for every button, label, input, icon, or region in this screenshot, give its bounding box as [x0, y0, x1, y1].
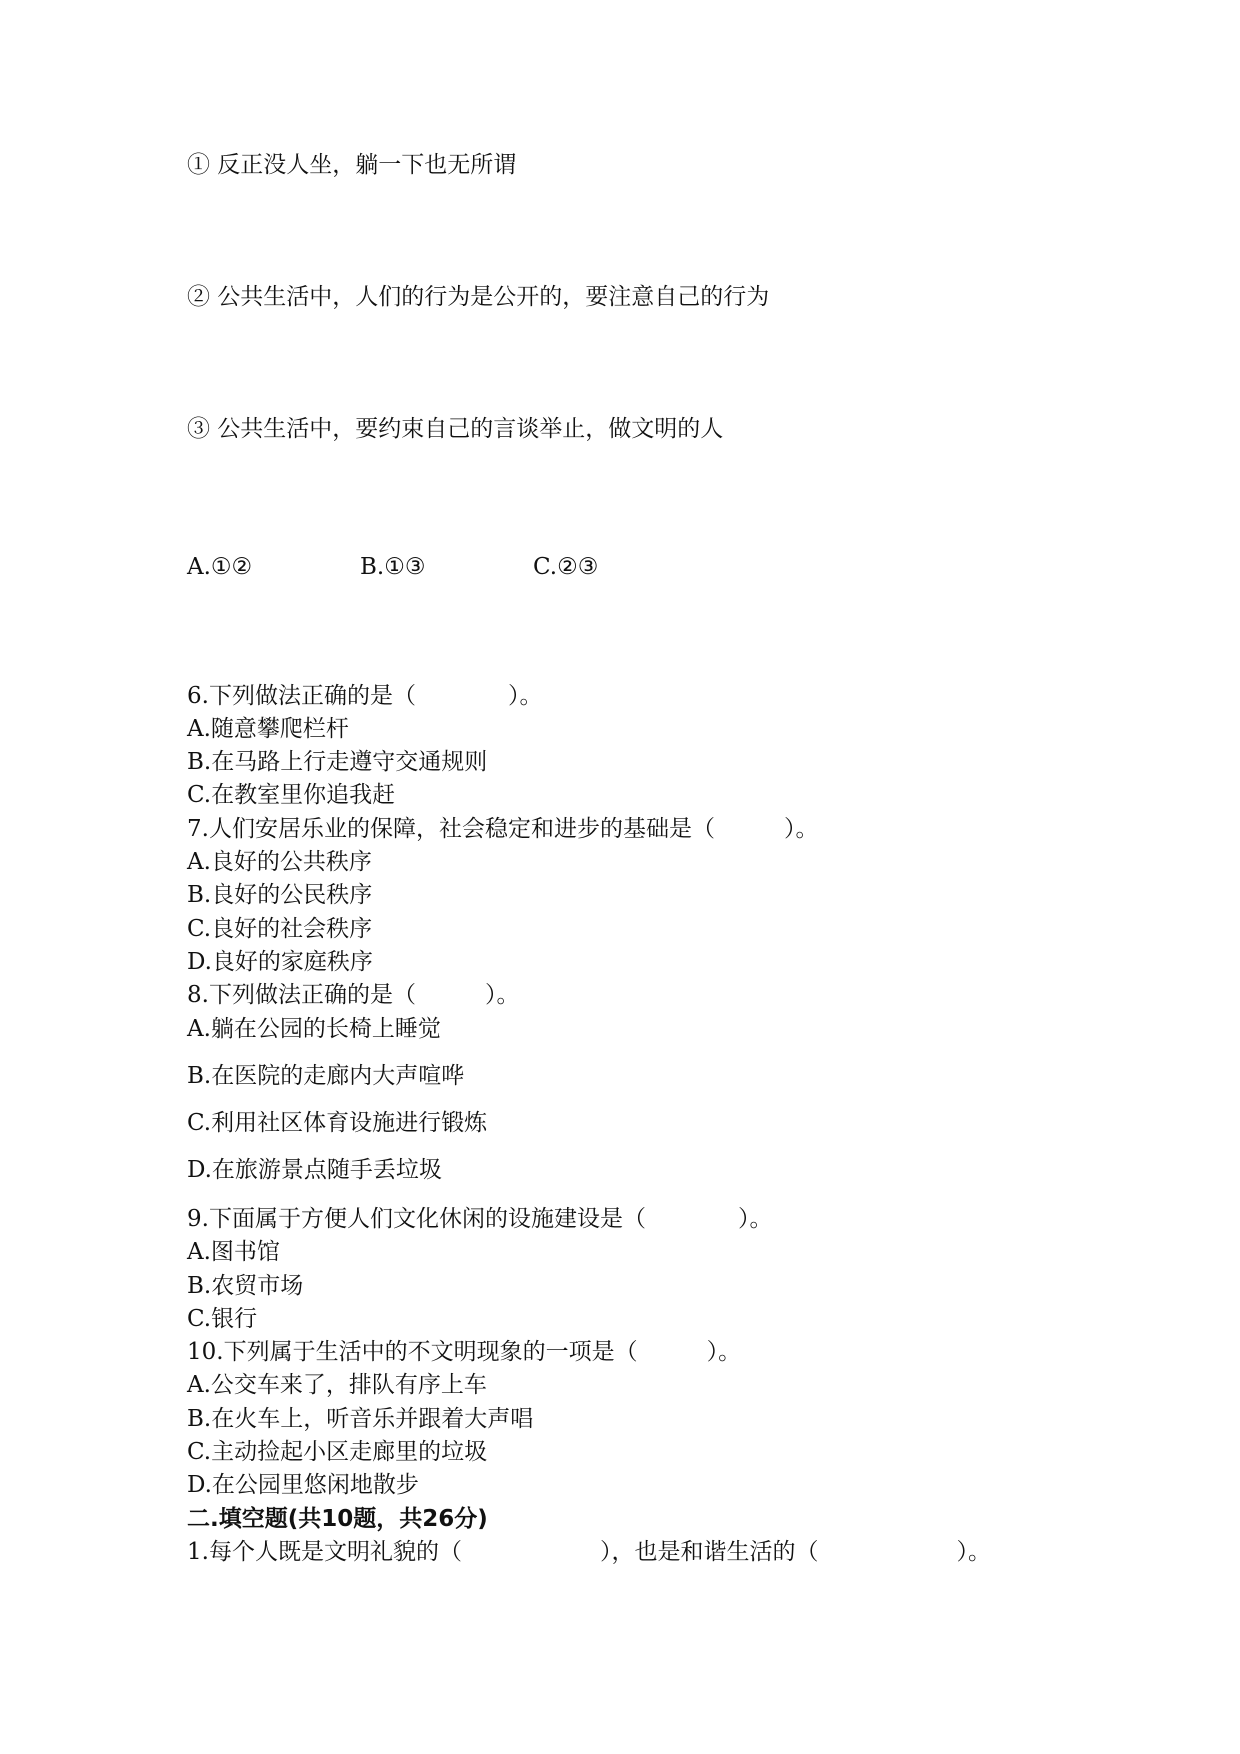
- section-2-q1: 1.每个人既是文明礼貌的（ ），也是和谐生活的（ ）。: [187, 1539, 991, 1565]
- q8-option-a: A.躺在公园的长椅上睡觉: [187, 1016, 441, 1042]
- q7-option-d: D.良好的家庭秩序: [187, 949, 373, 975]
- statement-2: ② 公共生活中，人们的行为是公开的，要注意自己的行为: [187, 284, 770, 310]
- q6-option-b: B.在马路上行走遵守交通规则: [187, 749, 488, 775]
- q10-option-a: A.公交车来了，排队有序上车: [187, 1372, 487, 1398]
- q7-option-b: B.良好的公民秩序: [187, 882, 373, 908]
- q8-stem: 8.下列做法正确的是（ ）。: [187, 982, 520, 1008]
- q9-option-b: B.农贸市场: [187, 1273, 304, 1299]
- q10-option-c: C.主动捡起小区走廊里的垃圾: [187, 1439, 488, 1465]
- q8-option-d: D.在旅游景点随手丢垃圾: [187, 1157, 442, 1183]
- q10-option-b: B.在火车上，听音乐并跟着大声唱: [187, 1406, 534, 1432]
- q6-option-c: C.在教室里你追我赶: [187, 782, 396, 808]
- q7-option-a: A.良好的公共秩序: [187, 849, 372, 875]
- q10-option-d: D.在公园里悠闲地散步: [187, 1472, 419, 1498]
- statement-1: ① 反正没人坐，躺一下也无所谓: [187, 152, 517, 178]
- q7-stem: 7.人们安居乐业的保障，社会稳定和进步的基础是（ ）。: [187, 816, 819, 842]
- q5-option-c: C.②③: [533, 554, 599, 580]
- q8-option-c: C.利用社区体育设施进行锻炼: [187, 1110, 488, 1136]
- q7-option-c: C.良好的社会秩序: [187, 916, 373, 942]
- q9-option-a: A.图书馆: [187, 1239, 280, 1265]
- q5-options-row: [187, 552, 887, 582]
- q5-option-a: A.①②: [187, 554, 253, 580]
- q6-option-a: A.随意攀爬栏杆: [187, 716, 349, 742]
- section-2-title: 二.填空题(共10题，共26分): [187, 1506, 488, 1532]
- q6-stem: 6.下列做法正确的是（ ）。: [187, 683, 543, 709]
- q9-stem: 9.下面属于方便人们文化休闲的设施建设是（ ）。: [187, 1206, 773, 1232]
- statement-3: ③ 公共生活中，要约束自己的言谈举止，做文明的人: [187, 416, 724, 442]
- q5-option-b: B.①③: [360, 554, 426, 580]
- q9-option-c: C.银行: [187, 1306, 258, 1332]
- q8-option-b: B.在医院的走廊内大声喧哗: [187, 1063, 465, 1089]
- q10-stem: 10.下列属于生活中的不文明现象的一项是（ ）。: [187, 1339, 742, 1365]
